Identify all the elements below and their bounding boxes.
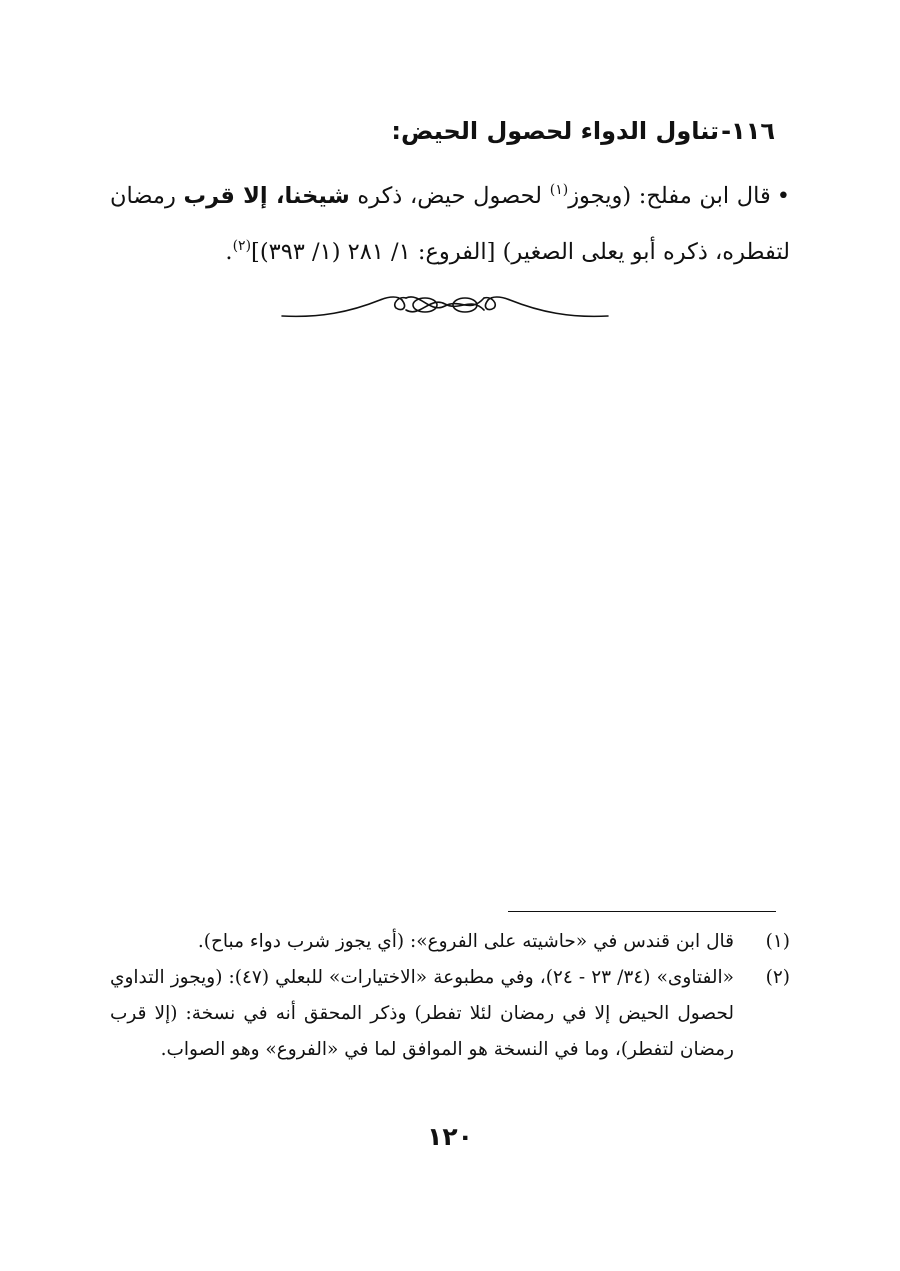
ornament-divider-icon (280, 286, 610, 326)
footnote-reference-1[interactable]: (١) (549, 182, 569, 198)
footnote-2 (110, 960, 790, 1068)
main-paragraph (110, 168, 790, 280)
paragraph-segment-3: رمضان لتفطره، ذكره أبو يعلى الصغير) [الفروع: ١/ ٢٨١ (١/ ٣٩٣)] (110, 183, 790, 265)
section-number: ١١٦- (721, 117, 775, 145)
footnote-marker: (١) (765, 931, 790, 952)
footnote-1 (110, 924, 790, 960)
footnote-reference-2[interactable]: (٢) (232, 238, 252, 254)
footnote-marker: (٢) (765, 967, 790, 988)
footnote-text: «الفتاوى» (٣٤/ ٢٣ - ٢٤)، وفي مطبوعة «الاختيارات» للبعلي (٤٧): (ويجوز التداوي لحصول الحيض إلا في رمضان لئلا تفطر) وذكر المحقق أنه في نسخة: (إلا قرب رمضان لتفطر)، وما في النسخة هو الموافق لما في «الفروع» وهو الصواب. (110, 967, 735, 1060)
section-heading (110, 114, 775, 148)
page-number: ١٢٠ (427, 1122, 473, 1151)
footnote-separator (508, 911, 776, 912)
bullet-icon: • (776, 183, 790, 209)
paragraph-end-mark: . (225, 239, 233, 265)
paragraph-segment-2: لحصول حيض، ذكره (349, 183, 550, 209)
paragraph-segment-1: قال ابن مفلح: (ويجوز (568, 183, 771, 209)
footnotes-section (110, 924, 790, 1068)
paragraph-emphasis: شيخنا، إلا قرب (183, 183, 350, 209)
section-title: تناول الدواء لحصول الحيض: (391, 117, 720, 145)
footnote-text: قال ابن قندس في «حاشيته على الفروع»: (أي يجوز شرب دواء مباح). (197, 931, 734, 952)
